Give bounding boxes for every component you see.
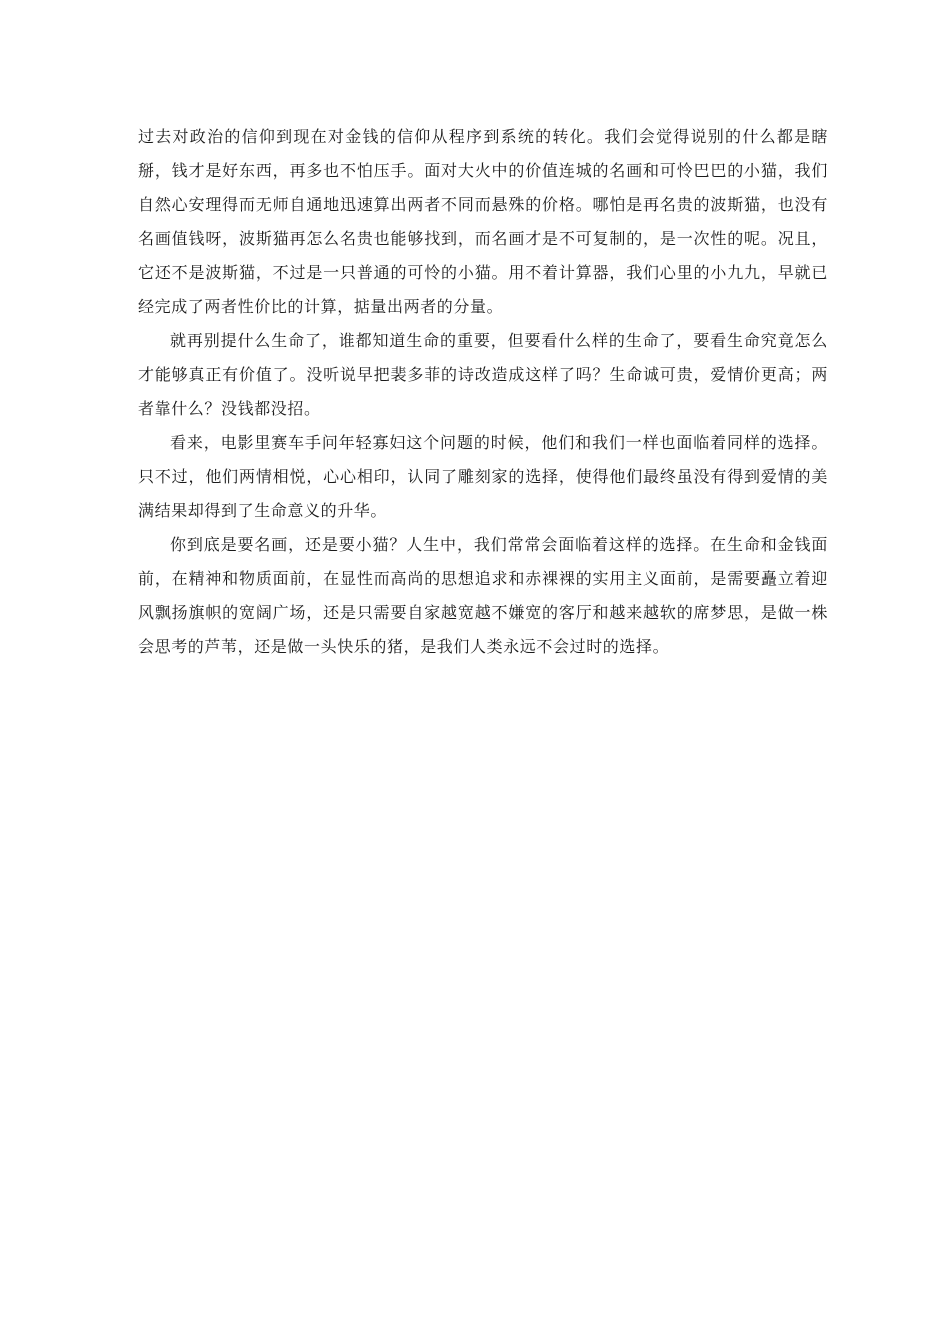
paragraph-2: 就再别提什么生命了，谁都知道生命的重要，但要看什么样的生命了，要看生命究竟怎么才能够真正有价值了。没听说早把裴多菲的诗改造成这样了吗？生命诚可贵，爱情价更高；两者靠什么？没钱都没招。 xyxy=(138,331,828,418)
paragraph-1: 过去对政治的信仰到现在对金钱的信仰从程序到系统的转化。我们会觉得说别的什么都是瞎掰，钱才是好东西，再多也不怕压手。面对大火中的价值连城的名画和可怜巴巴的小猫，我们自然心安理得而无师自通地迅速算出两者不同而悬殊的价格。哪怕是再名贵的波斯猫，也没有名画值钱呀，波斯猫再怎么名贵也能够找到，而名画才是不可复制的，是一次性的呢。况且，它还不是波斯猫，不过是一只普通的可怜的小猫。用不着计算器，我们心里的小九九，早就已经完成了两者性价比的计算，掂量出两者的分量。 xyxy=(138,127,828,316)
paragraph-3: 看来，电影里赛车手问年轻寡妇这个问题的时候，他们和我们一样也面临着同样的选择。只不过，他们两情相悦，心心相印，认同了雕刻家的选择，使得他们最终虽没有得到爱情的美满结果却得到了生命意义的升华。 xyxy=(138,433,828,520)
document-body xyxy=(138,120,828,664)
paragraph-4: 你到底是要名画，还是要小猫？人生中，我们常常会面临着这样的选择。在生命和金钱面前，在精神和物质面前，在显性而高尚的思想追求和赤裸裸的实用主义面前，是需要矗立着迎风飘扬旗帜的宽阔广场，还是只需要自家越宽越不嫌宽的客厅和越来越软的席梦思，是做一株会思考的芦苇，还是做一头快乐的猪，是我们人类永远不会过时的选择。 xyxy=(138,535,828,656)
